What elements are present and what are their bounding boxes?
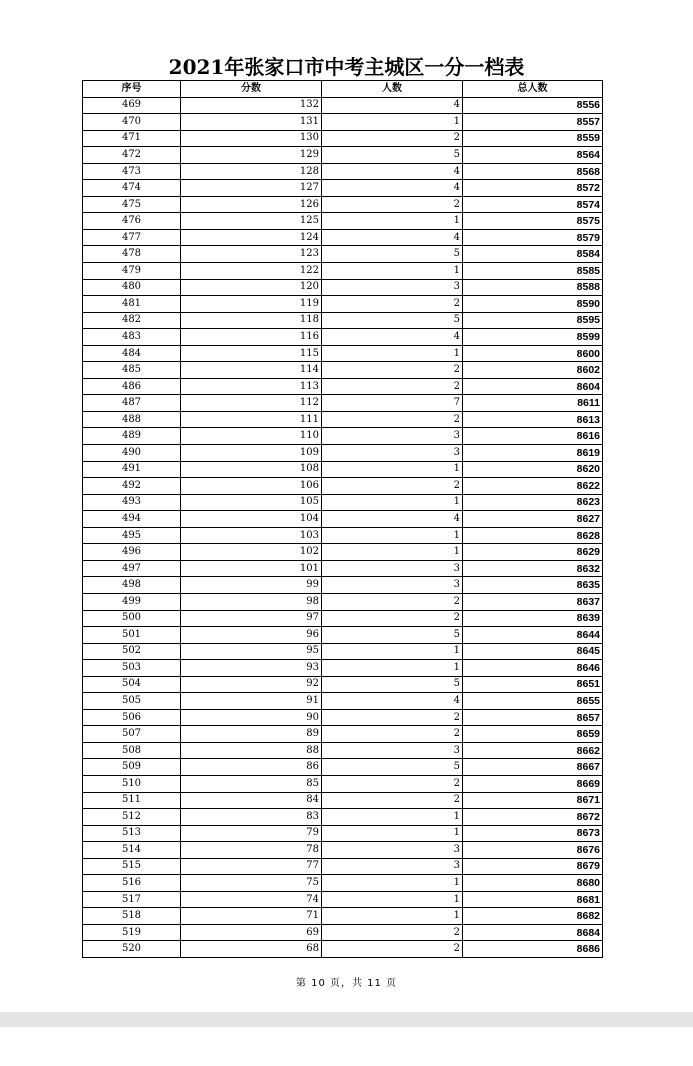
cell-total: 8584 [463, 246, 603, 263]
cell-count: 1 [322, 544, 463, 561]
cell-count: 4 [322, 511, 463, 528]
table-row [83, 97, 603, 114]
table-row [83, 130, 603, 147]
score-table [82, 80, 603, 958]
cell-count: 3 [322, 858, 463, 875]
cell-score: 69 [181, 924, 322, 941]
table-row [83, 643, 603, 660]
table-row [83, 676, 603, 693]
cell-total: 8635 [463, 577, 603, 594]
cell-seq: 509 [83, 759, 181, 776]
cell-count: 5 [322, 627, 463, 644]
cell-seq: 500 [83, 610, 181, 627]
table-row [83, 858, 603, 875]
table-row [83, 527, 603, 544]
viewer-bottom-bar [0, 1012, 693, 1027]
cell-seq: 510 [83, 775, 181, 792]
cell-count: 1 [322, 527, 463, 544]
cell-score: 93 [181, 660, 322, 677]
cell-count: 4 [322, 163, 463, 180]
cell-total: 8585 [463, 263, 603, 280]
cell-score: 84 [181, 792, 322, 809]
page-title: 2021年张家口市中考主城区一分一档表 [168, 55, 525, 79]
cell-count: 2 [322, 296, 463, 313]
table-row [83, 114, 603, 131]
table-row [83, 941, 603, 958]
cell-seq: 471 [83, 130, 181, 147]
cell-seq: 516 [83, 875, 181, 892]
cell-count: 4 [322, 97, 463, 114]
cell-total: 8659 [463, 726, 603, 743]
cell-count: 2 [322, 709, 463, 726]
cell-score: 120 [181, 279, 322, 296]
cell-seq: 481 [83, 296, 181, 313]
cell-count: 5 [322, 246, 463, 263]
cell-seq: 483 [83, 329, 181, 346]
cell-score: 111 [181, 411, 322, 428]
cell-seq: 520 [83, 941, 181, 958]
cell-count: 2 [322, 792, 463, 809]
table-row [83, 494, 603, 511]
cell-count: 1 [322, 891, 463, 908]
cell-score: 101 [181, 560, 322, 577]
cell-score: 83 [181, 809, 322, 826]
cell-total: 8684 [463, 924, 603, 941]
cell-total: 8568 [463, 163, 603, 180]
cell-seq: 501 [83, 627, 181, 644]
table-row [83, 660, 603, 677]
cell-count: 1 [322, 825, 463, 842]
cell-seq: 496 [83, 544, 181, 561]
cell-total: 8620 [463, 461, 603, 478]
cell-seq: 473 [83, 163, 181, 180]
cell-score: 74 [181, 891, 322, 908]
cell-score: 90 [181, 709, 322, 726]
cell-count: 2 [322, 378, 463, 395]
cell-total: 8669 [463, 775, 603, 792]
table-row [83, 163, 603, 180]
cell-seq: 513 [83, 825, 181, 842]
table-row [83, 279, 603, 296]
cell-score: 105 [181, 494, 322, 511]
cell-count: 7 [322, 395, 463, 412]
cell-count: 2 [322, 924, 463, 941]
cell-seq: 515 [83, 858, 181, 875]
cell-score: 115 [181, 345, 322, 362]
cell-seq: 492 [83, 478, 181, 495]
cell-total: 8619 [463, 445, 603, 462]
cell-score: 119 [181, 296, 322, 313]
table-row [83, 428, 603, 445]
cell-total: 8628 [463, 527, 603, 544]
cell-total: 8646 [463, 660, 603, 677]
table-row [83, 147, 603, 164]
cell-total: 8600 [463, 345, 603, 362]
cell-total: 8616 [463, 428, 603, 445]
cell-score: 86 [181, 759, 322, 776]
cell-total: 8556 [463, 97, 603, 114]
cell-seq: 489 [83, 428, 181, 445]
cell-seq: 491 [83, 461, 181, 478]
cell-total: 8613 [463, 411, 603, 428]
cell-total: 8679 [463, 858, 603, 875]
cell-count: 1 [322, 643, 463, 660]
table-row [83, 196, 603, 213]
cell-score: 131 [181, 114, 322, 131]
cell-total: 8673 [463, 825, 603, 842]
cell-count: 2 [322, 726, 463, 743]
cell-count: 5 [322, 312, 463, 329]
cell-seq: 514 [83, 842, 181, 859]
cell-seq: 495 [83, 527, 181, 544]
cell-count: 4 [322, 329, 463, 346]
cell-seq: 470 [83, 114, 181, 131]
cell-count: 3 [322, 842, 463, 859]
table-row [83, 577, 603, 594]
cell-score: 109 [181, 445, 322, 462]
cell-score: 88 [181, 742, 322, 759]
cell-score: 98 [181, 593, 322, 610]
table-row [83, 875, 603, 892]
cell-seq: 479 [83, 263, 181, 280]
cell-seq: 469 [83, 97, 181, 114]
cell-score: 97 [181, 610, 322, 627]
table-row [83, 180, 603, 197]
header-seq: 序号 [83, 81, 181, 98]
cell-count: 1 [322, 494, 463, 511]
table-row [83, 246, 603, 263]
page-footer: 第 10 页，共 11 页 [295, 978, 398, 989]
cell-total: 8682 [463, 908, 603, 925]
table-row [83, 263, 603, 280]
header-count: 人数 [322, 81, 463, 98]
cell-count: 2 [322, 610, 463, 627]
table-row [83, 709, 603, 726]
table-row [83, 693, 603, 710]
table-row [83, 593, 603, 610]
cell-total: 8572 [463, 180, 603, 197]
cell-score: 79 [181, 825, 322, 842]
cell-seq: 499 [83, 593, 181, 610]
cell-count: 2 [322, 411, 463, 428]
cell-seq: 517 [83, 891, 181, 908]
cell-seq: 484 [83, 345, 181, 362]
table-row [83, 213, 603, 230]
cell-total: 8629 [463, 544, 603, 561]
cell-seq: 505 [83, 693, 181, 710]
cell-seq: 519 [83, 924, 181, 941]
cell-total: 8639 [463, 610, 603, 627]
cell-total: 8622 [463, 478, 603, 495]
cell-seq: 508 [83, 742, 181, 759]
cell-total: 8557 [463, 114, 603, 131]
cell-seq: 472 [83, 147, 181, 164]
cell-count: 1 [322, 875, 463, 892]
cell-count: 2 [322, 593, 463, 610]
table-row [83, 544, 603, 561]
cell-count: 1 [322, 114, 463, 131]
cell-score: 125 [181, 213, 322, 230]
cell-count: 1 [322, 213, 463, 230]
cell-total: 8681 [463, 891, 603, 908]
cell-seq: 494 [83, 511, 181, 528]
cell-seq: 502 [83, 643, 181, 660]
table-row [83, 378, 603, 395]
cell-seq: 507 [83, 726, 181, 743]
cell-score: 128 [181, 163, 322, 180]
cell-total: 8579 [463, 229, 603, 246]
cell-score: 129 [181, 147, 322, 164]
cell-total: 8645 [463, 643, 603, 660]
cell-seq: 488 [83, 411, 181, 428]
cell-total: 8590 [463, 296, 603, 313]
cell-seq: 503 [83, 660, 181, 677]
cell-seq: 482 [83, 312, 181, 329]
cell-count: 1 [322, 461, 463, 478]
cell-total: 8655 [463, 693, 603, 710]
table-row [83, 395, 603, 412]
cell-score: 118 [181, 312, 322, 329]
cell-score: 108 [181, 461, 322, 478]
table-row [83, 908, 603, 925]
cell-total: 8644 [463, 627, 603, 644]
cell-score: 99 [181, 577, 322, 594]
cell-total: 8559 [463, 130, 603, 147]
cell-count: 4 [322, 229, 463, 246]
cell-score: 85 [181, 775, 322, 792]
cell-total: 8574 [463, 196, 603, 213]
table-row [83, 627, 603, 644]
cell-total: 8632 [463, 560, 603, 577]
table-row [83, 825, 603, 842]
table-row [83, 362, 603, 379]
table-row [83, 296, 603, 313]
cell-total: 8651 [463, 676, 603, 693]
table-row [83, 329, 603, 346]
cell-seq: 498 [83, 577, 181, 594]
cell-score: 124 [181, 229, 322, 246]
cell-count: 2 [322, 196, 463, 213]
cell-seq: 504 [83, 676, 181, 693]
cell-count: 5 [322, 676, 463, 693]
table-row [83, 842, 603, 859]
cell-count: 3 [322, 577, 463, 594]
cell-count: 2 [322, 478, 463, 495]
cell-score: 127 [181, 180, 322, 197]
cell-count: 3 [322, 742, 463, 759]
cell-score: 116 [181, 329, 322, 346]
cell-seq: 474 [83, 180, 181, 197]
cell-total: 8599 [463, 329, 603, 346]
cell-count: 5 [322, 759, 463, 776]
cell-count: 2 [322, 941, 463, 958]
cell-seq: 518 [83, 908, 181, 925]
table-body [83, 97, 603, 957]
header-score: 分数 [181, 81, 322, 98]
cell-seq: 477 [83, 229, 181, 246]
cell-total: 8588 [463, 279, 603, 296]
cell-count: 2 [322, 362, 463, 379]
cell-score: 103 [181, 527, 322, 544]
table-row [83, 345, 603, 362]
cell-count: 1 [322, 345, 463, 362]
cell-score: 114 [181, 362, 322, 379]
cell-count: 3 [322, 428, 463, 445]
cell-seq: 480 [83, 279, 181, 296]
cell-seq: 497 [83, 560, 181, 577]
cell-total: 8623 [463, 494, 603, 511]
cell-score: 126 [181, 196, 322, 213]
cell-total: 8604 [463, 378, 603, 395]
cell-seq: 476 [83, 213, 181, 230]
cell-seq: 506 [83, 709, 181, 726]
cell-seq: 486 [83, 378, 181, 395]
cell-score: 113 [181, 378, 322, 395]
cell-count: 1 [322, 809, 463, 826]
table-row [83, 411, 603, 428]
table-row [83, 809, 603, 826]
table-row [83, 461, 603, 478]
cell-total: 8657 [463, 709, 603, 726]
cell-seq: 475 [83, 196, 181, 213]
cell-count: 2 [322, 775, 463, 792]
table-header-row [83, 81, 603, 98]
table-row [83, 775, 603, 792]
table-row [83, 445, 603, 462]
cell-score: 91 [181, 693, 322, 710]
cell-total: 8680 [463, 875, 603, 892]
cell-total: 8667 [463, 759, 603, 776]
table-row [83, 726, 603, 743]
header-total: 总人数 [463, 81, 603, 98]
cell-count: 3 [322, 445, 463, 462]
cell-count: 4 [322, 693, 463, 710]
cell-total: 8637 [463, 593, 603, 610]
cell-seq: 512 [83, 809, 181, 826]
cell-count: 4 [322, 180, 463, 197]
table-row [83, 792, 603, 809]
cell-total: 8662 [463, 742, 603, 759]
cell-total: 8672 [463, 809, 603, 826]
cell-seq: 493 [83, 494, 181, 511]
cell-total: 8671 [463, 792, 603, 809]
cell-total: 8627 [463, 511, 603, 528]
cell-score: 77 [181, 858, 322, 875]
cell-score: 89 [181, 726, 322, 743]
cell-count: 5 [322, 147, 463, 164]
cell-score: 112 [181, 395, 322, 412]
cell-total: 8611 [463, 395, 603, 412]
table-row [83, 312, 603, 329]
cell-total: 8676 [463, 842, 603, 859]
table-row [83, 610, 603, 627]
cell-score: 110 [181, 428, 322, 445]
table-row [83, 891, 603, 908]
cell-seq: 478 [83, 246, 181, 263]
table-row [83, 511, 603, 528]
cell-seq: 490 [83, 445, 181, 462]
cell-total: 8686 [463, 941, 603, 958]
cell-count: 1 [322, 660, 463, 677]
table-row [83, 560, 603, 577]
cell-score: 106 [181, 478, 322, 495]
table-row [83, 759, 603, 776]
cell-seq: 487 [83, 395, 181, 412]
cell-score: 104 [181, 511, 322, 528]
cell-score: 132 [181, 97, 322, 114]
cell-score: 92 [181, 676, 322, 693]
cell-score: 78 [181, 842, 322, 859]
cell-score: 95 [181, 643, 322, 660]
cell-score: 130 [181, 130, 322, 147]
cell-total: 8595 [463, 312, 603, 329]
cell-seq: 485 [83, 362, 181, 379]
cell-score: 122 [181, 263, 322, 280]
table-row [83, 742, 603, 759]
cell-total: 8564 [463, 147, 603, 164]
cell-score: 75 [181, 875, 322, 892]
cell-count: 3 [322, 279, 463, 296]
cell-count: 1 [322, 908, 463, 925]
cell-total: 8602 [463, 362, 603, 379]
table-row [83, 478, 603, 495]
cell-count: 2 [322, 130, 463, 147]
cell-count: 3 [322, 560, 463, 577]
table-row [83, 924, 603, 941]
table-row [83, 229, 603, 246]
cell-score: 71 [181, 908, 322, 925]
cell-count: 1 [322, 263, 463, 280]
cell-score: 96 [181, 627, 322, 644]
cell-score: 68 [181, 941, 322, 958]
cell-total: 8575 [463, 213, 603, 230]
cell-score: 123 [181, 246, 322, 263]
cell-score: 102 [181, 544, 322, 561]
cell-seq: 511 [83, 792, 181, 809]
